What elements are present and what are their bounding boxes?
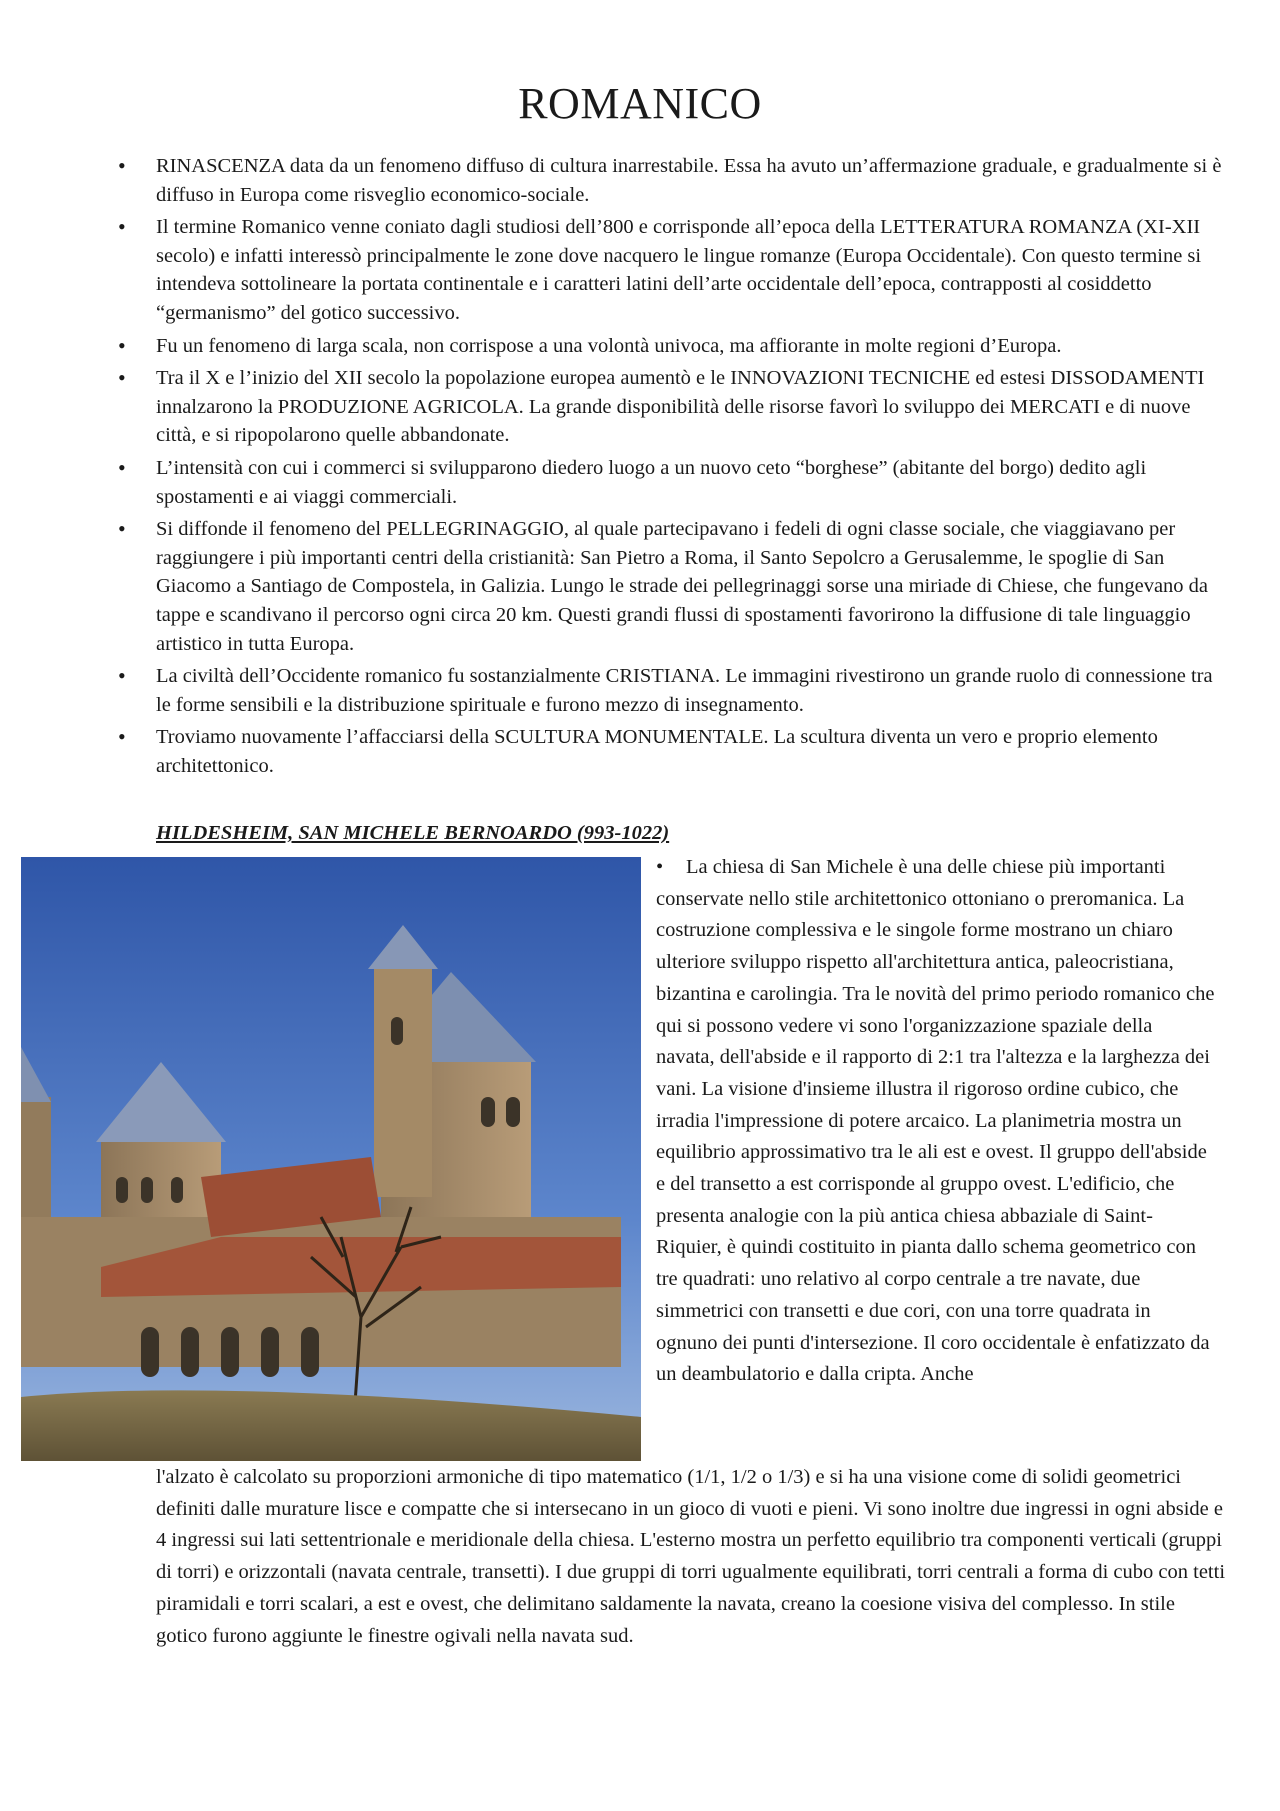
section-title: HILDESHEIM, SAN MICHELE BERNOARDO (993-1022) <box>156 822 670 844</box>
side-text-content: La chiesa di San Michele è una delle chiese più importanti conservate nello stile architettonico ottoniano o preromanica. La costruzione complessiva e le singole forme mostrano un chiaro ulteriore sviluppo rispetto all'architettura antica, paleocristiana, bizantina e carolingia. Tra le novità del primo periodo romanico che qui si possono vedere vi sono l'organizzazione spaziale della navata, dell'abside e il rapporto di 2:1 tra l'altezza e la larghezza dei vani. La visione d'insieme illustra il rigoroso ordine cubico, che irradia l'impressione di potere arcaico. La planimetria mostra un equilibrio approssimativo tra le ali est e ovest. Il gruppo dell'abside e del transetto a est corrisponde al gruppo ovest. L'edificio, che presenta analogie con la più antica chiesa abbaziale di Saint-Riquier, è quindi costituito in pianta dallo schema geometrico con tre quadrati: uno relativo al corpo centrale a tre navate, due simmetrici con transetti e due cori, con una torre quadrata in ognuno dei punti d'intersezione. Il coro occidentale è enfatizzato da un deambulatorio e dalla cripta. Anche <box>656 856 1215 1386</box>
bullet-item: • Il termine Romanico venne coniato dagli studiosi dell’800 e corrisponde all’epoca della LETTERATURA ROMANZA (XI-XII secolo) e infatti interessò principalmente le zone dove nacquero le lingue romanze (Europa Occidentale). Con questo termine si intendeva sottolineare la portata continentale e i caratteri latini dell’arte occidentale dell’epoca, contrapposti al cosiddetto “germanismo” del gotico successivo. <box>112 213 1222 327</box>
church-photo <box>21 857 641 1461</box>
bullet-dot-icon: • <box>656 856 664 878</box>
side-text <box>656 852 1216 1391</box>
bullet-item: • La civiltà dell’Occidente romanico fu sostanzialmente CRISTIANA. Le immagini rivestirono un grande ruolo di connessione tra le forme sensibili e la distribuzione spirituale e furono mezzo di insegnamento. <box>112 662 1222 719</box>
bullet-item: • Si diffonde il fenomeno del PELLEGRINAGGIO, al quale partecipavano i fedeli di ogni classe sociale, che viaggiavano per raggiungere i più importanti centri della cristianità: San Pietro a Roma, il Santo Sepolcro a Gerusalemme, le spoglie di San Giacomo a Santiago de Compostela, in Galizia. Lungo le strade dei pellegrinaggi sorse una miriade di Chiese, che fungevano da tappe e scandivano il percorso ogni circa 20 km. Questi grandi flussi di spostamenti favorirono la diffusione di tale linguaggio artistico in tutta Europa. <box>112 515 1222 658</box>
bullet-item: • RINASCENZA data da un fenomeno diffuso di cultura inarrestabile. Essa ha avuto un’affermazione graduale, e gradualmente si è diffuso in Europa come risveglio economico-sociale. <box>112 152 1222 209</box>
bullet-item: • Tra il X e l’inizio del XII secolo la popolazione europea aumentò e le INNOVAZIONI TECNICHE ed estesi DISSODAMENTI innalzarono la PRODUZIONE AGRICOLA. La grande disponibilità delle risorse favorì lo sviluppo dei MERCATI e di nuove città, e si ripopolarono quelle abbandonate. <box>112 364 1222 450</box>
bullet-item: • Fu un fenomeno di larga scala, non corrispose a una volontà univoca, ma affiorante in molte regioni d’Europa. <box>112 332 1222 361</box>
continuation-text: l'alzato è calcolato su proporzioni armoniche di tipo matematico (1/1, 1/2 o 1/3) e si ha una visione come di solidi geometrici definiti dalle murature lisce e compatte che si intersecano in un gioco di vuoti e pieni. Vi sono inoltre due ingressi in ogni abside e 4 ingressi sui lati settentrionale e meridionale della chiesa. L'esterno mostra un perfetto equilibrio tra componenti verticali (gruppi di torri) e orizzontali (navata centrale, transetti). I due gruppi di torri ugualmente equilibrati, torri centrali a forma di cubo con tetti piramidali e torri scalari, a est e ovest, che delimitano saldamente la navata, creano la coesione visiva del complesso. In stile gotico furono aggiunte le finestre ogivali nella navata sud. <box>156 1466 1226 1647</box>
bullet-item: • Troviamo nuovamente l’affacciarsi della SCULTURA MONUMENTALE. La scultura diventa un vero e proprio elemento architettonico. <box>112 723 1222 780</box>
page-title: ROMANICO <box>518 79 762 128</box>
intro-bullet-list <box>112 152 1222 784</box>
bullet-item: • L’intensità con cui i commerci si svilupparono diedero luogo a un nuovo ceto “borghese” (abitante del borgo) dedito agli spostamenti e ai viaggi commerciali. <box>112 454 1222 511</box>
